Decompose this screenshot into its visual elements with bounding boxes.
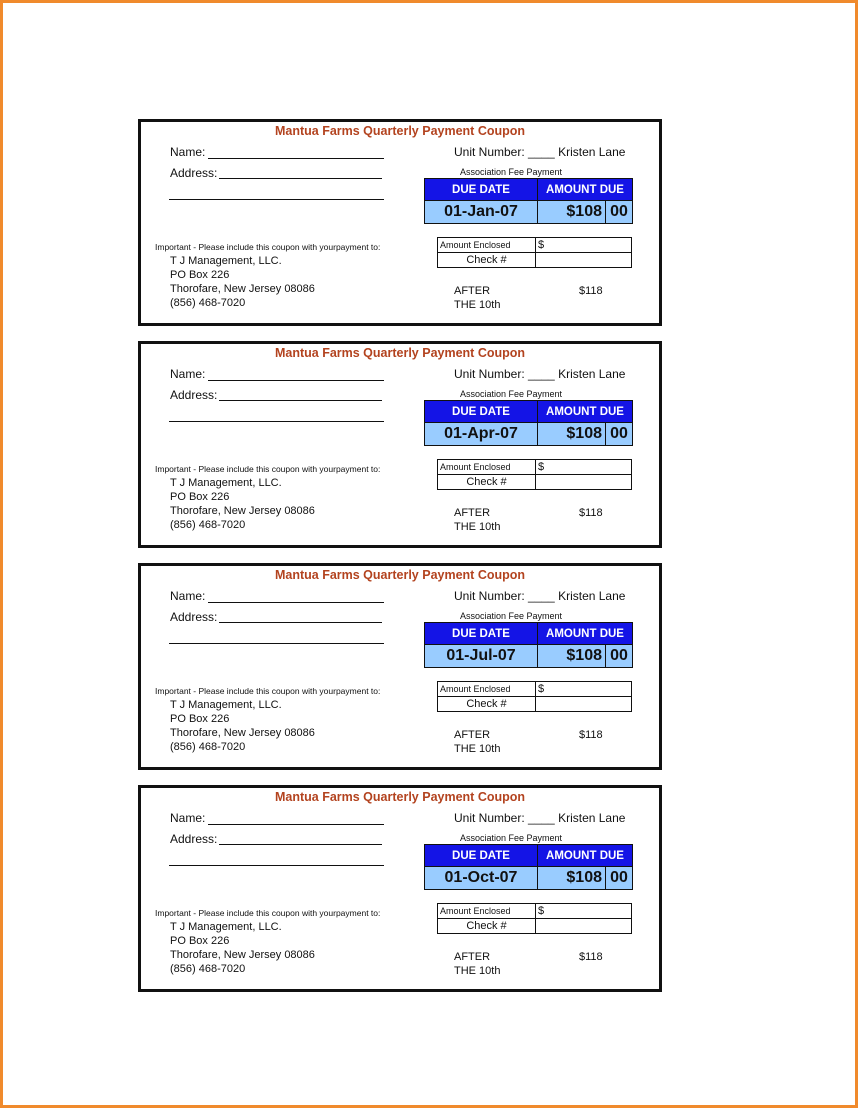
payee-city-state: Thorofare, New Jersey 08086 [170,283,315,295]
payee-city-state: Thorofare, New Jersey 08086 [170,727,315,739]
payment-entry-table [437,237,632,268]
amount-enclosed-label: Amount Enclosed [438,904,536,919]
payment-coupon-3 [138,563,662,770]
check-number-field[interactable] [536,253,632,268]
address-field-line-2[interactable] [169,421,384,422]
amount-due-header: AMOUNT DUE [538,623,633,645]
amount-enclosed-field[interactable]: $ [536,682,632,697]
amount-due-header: AMOUNT DUE [538,401,633,423]
late-notice-line-1: AFTER [454,729,491,741]
name-field[interactable] [208,380,384,381]
due-date-header: DUE DATE [425,179,538,201]
name-label: Name: [170,811,206,825]
check-number-label: Check # [438,475,536,490]
unit-number-value: Kristen Lane [558,367,626,381]
coupon-title: Mantua Farms Quarterly Payment Coupon [274,790,526,804]
amount-due-header: AMOUNT DUE [538,845,633,867]
payment-coupon-1 [138,119,662,326]
association-fee-label: Association Fee Payment [460,389,563,399]
important-note: Important - Please include this coupon with yourpayment to: [155,908,381,918]
amount-due-value: $108 [538,645,606,668]
address-field-line-1[interactable] [219,844,382,845]
amount-due-value: $108 [538,867,606,890]
payment-entry-table [437,903,632,934]
payee-phone: (856) 468-7020 [170,519,246,531]
important-note: Important - Please include this coupon with yourpayment to: [155,242,381,252]
amount-enclosed-field[interactable]: $ [536,460,632,475]
due-table [424,622,633,668]
amount-due-cents: 00 [606,423,633,446]
payment-coupon-4 [138,785,662,992]
late-notice-line-2: THE 10th [454,743,501,755]
due-date-header: DUE DATE [425,401,538,423]
check-number-field[interactable] [536,919,632,934]
late-notice [454,950,500,978]
amount-enclosed-label: Amount Enclosed [438,682,536,697]
association-fee-label: Association Fee Payment [460,833,563,843]
late-notice-line-2: THE 10th [454,965,501,977]
late-notice-line-1: AFTER [454,507,491,519]
association-fee-label: Association Fee Payment [460,167,563,177]
check-number-label: Check # [438,253,536,268]
coupon-title: Mantua Farms Quarterly Payment Coupon [274,124,526,138]
payment-entry-table [437,459,632,490]
late-amount: $118 [579,507,603,519]
unit-number-blank: ____ [528,589,555,603]
due-table [424,844,633,890]
late-notice [454,506,500,534]
payee-po-box: PO Box 226 [170,269,230,281]
payee-city-state: Thorofare, New Jersey 08086 [170,505,315,517]
late-notice-line-1: AFTER [454,285,491,297]
due-date-value: 01-Oct-07 [425,867,538,890]
address-label: Address: [170,832,218,846]
due-date-value: 01-Apr-07 [425,423,538,446]
payment-coupon-2 [138,341,662,548]
unit-number-value: Kristen Lane [558,145,626,159]
payee-po-box: PO Box 226 [170,935,230,947]
due-date-header: DUE DATE [425,845,538,867]
payee-name: T J Management, LLC. [170,699,282,711]
amount-due-cents: 00 [606,645,633,668]
coupon-title: Mantua Farms Quarterly Payment Coupon [274,568,526,582]
payee-name: T J Management, LLC. [170,921,282,933]
payee-city-state: Thorofare, New Jersey 08086 [170,949,315,961]
payee-po-box: PO Box 226 [170,491,230,503]
payment-entry-table [437,681,632,712]
late-amount: $118 [579,285,603,297]
important-note: Important - Please include this coupon with yourpayment to: [155,686,381,696]
late-notice-line-1: AFTER [454,951,491,963]
address-label: Address: [170,610,218,624]
address-label: Address: [170,388,218,402]
due-date-header: DUE DATE [425,623,538,645]
amount-due-cents: 00 [606,867,633,890]
unit-number-blank: ____ [528,367,555,381]
payee-address [170,920,315,976]
important-note: Important - Please include this coupon with yourpayment to: [155,464,381,474]
late-amount: $118 [579,951,603,963]
check-number-field[interactable] [536,475,632,490]
unit-number-value: Kristen Lane [558,589,626,603]
payee-address [170,476,315,532]
payee-name: T J Management, LLC. [170,477,282,489]
payee-name: T J Management, LLC. [170,255,282,267]
amount-enclosed-label: Amount Enclosed [438,460,536,475]
late-notice [454,284,500,312]
payee-phone: (856) 468-7020 [170,297,246,309]
amount-due-value: $108 [538,423,606,446]
payee-address [170,254,315,310]
due-date-value: 01-Jul-07 [425,645,538,668]
address-field-line-1[interactable] [219,178,382,179]
unit-number-blank: ____ [528,145,555,159]
address-field-line-2[interactable] [169,865,384,866]
late-notice-line-2: THE 10th [454,299,501,311]
amount-due-cents: 00 [606,201,633,224]
name-label: Name: [170,145,206,159]
late-notice-line-2: THE 10th [454,521,501,533]
name-label: Name: [170,367,206,381]
address-label: Address: [170,166,218,180]
payee-po-box: PO Box 226 [170,713,230,725]
address-field-line-2[interactable] [169,643,384,644]
check-number-label: Check # [438,919,536,934]
address-field-line-2[interactable] [169,199,384,200]
coupon-title: Mantua Farms Quarterly Payment Coupon [274,346,526,360]
amount-due-header: AMOUNT DUE [538,179,633,201]
check-number-label: Check # [438,697,536,712]
due-table [424,400,633,446]
amount-due-value: $108 [538,201,606,224]
name-field[interactable] [208,602,384,603]
unit-number-label: Unit Number: ____ Kristen Lane [454,367,626,381]
amount-enclosed-field[interactable]: $ [536,238,632,253]
unit-number-blank: ____ [528,811,555,825]
unit-number-label: Unit Number: ____ Kristen Lane [454,589,626,603]
amount-enclosed-label: Amount Enclosed [438,238,536,253]
address-field-line-1[interactable] [219,622,382,623]
check-number-field[interactable] [536,697,632,712]
due-table [424,178,633,224]
late-amount: $118 [579,729,603,741]
unit-number-label: Unit Number: ____ Kristen Lane [454,811,626,825]
due-date-value: 01-Jan-07 [425,201,538,224]
payee-phone: (856) 468-7020 [170,963,246,975]
address-field-line-1[interactable] [219,400,382,401]
unit-number-label: Unit Number: ____ Kristen Lane [454,145,626,159]
amount-enclosed-field[interactable]: $ [536,904,632,919]
payee-phone: (856) 468-7020 [170,741,246,753]
late-notice [454,728,500,756]
name-label: Name: [170,589,206,603]
payee-address [170,698,315,754]
name-field[interactable] [208,824,384,825]
association-fee-label: Association Fee Payment [460,611,563,621]
unit-number-value: Kristen Lane [558,811,626,825]
name-field[interactable] [208,158,384,159]
